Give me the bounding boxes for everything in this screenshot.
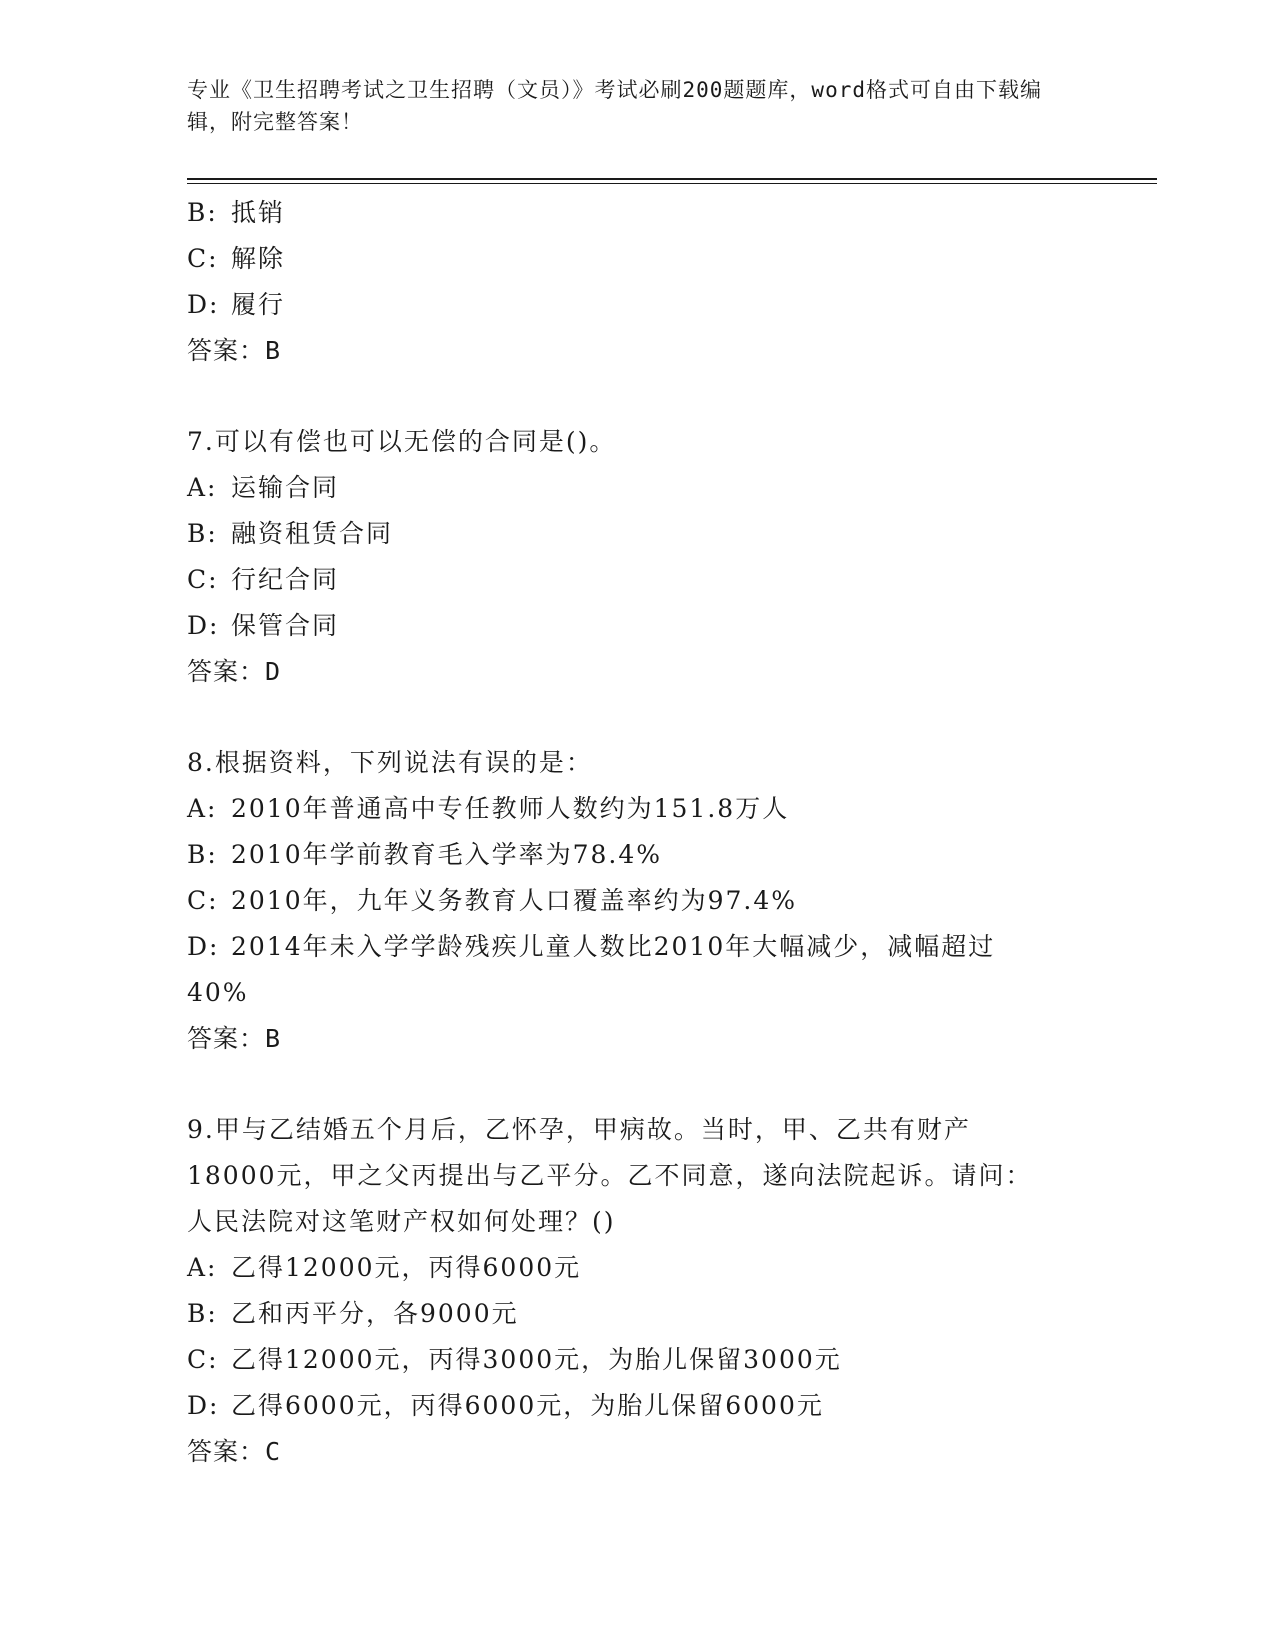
option-text: 2010年普通高中专任教师人数约为151.8万人	[231, 794, 790, 823]
answer-line: 答案：C	[187, 1437, 282, 1466]
question-9	[187, 1107, 1067, 1475]
option-c	[187, 878, 1067, 924]
question-8	[187, 740, 1067, 1062]
option-text: 行纪合同	[231, 565, 340, 594]
question-stem: 7.可以有偿也可以无偿的合同是()。	[187, 427, 617, 456]
question-stem: 9.甲与乙结婚五个月后，乙怀孕，甲病故。当时，甲、乙共有财产18000元，甲之父丙提出与乙平分。乙不同意，遂向法院起诉。请问：人民法院对这笔财产权如何处理？()	[187, 1115, 1033, 1236]
option-letter: D:	[187, 611, 220, 640]
answer-line: 答案：B	[187, 1024, 282, 1053]
spacer	[187, 695, 1067, 740]
option-letter: C:	[187, 1345, 219, 1374]
question-7	[187, 419, 1067, 695]
option-letter: B:	[187, 840, 218, 869]
option-b	[187, 1291, 1067, 1337]
option-letter: C:	[187, 886, 219, 915]
document-body	[187, 190, 1067, 1475]
spacer	[187, 1062, 1067, 1107]
header-divider-thick	[187, 178, 1157, 180]
option-text: 2010年学前教育毛入学率为78.4%	[231, 840, 663, 869]
option-letter: A:	[187, 794, 218, 823]
question-6-tail	[187, 190, 1067, 374]
option-b	[187, 511, 1067, 557]
option-letter: B:	[187, 519, 218, 548]
option-text: 履行	[231, 290, 286, 319]
option-text: 2010年，九年义务教育人口覆盖率约为97.4%	[231, 886, 798, 915]
option-d	[187, 603, 1067, 649]
option-a	[187, 465, 1067, 511]
option-text: 2014年未入学学龄残疾儿童人数比2010年大幅减少，减幅超过40%	[187, 932, 996, 1007]
option-c	[187, 236, 1067, 282]
spacer	[187, 374, 1067, 419]
option-d	[187, 924, 1047, 1016]
answer-line: 答案：B	[187, 336, 282, 365]
option-text: 乙和丙平分，各9000元	[231, 1299, 519, 1328]
header-divider-thin	[187, 183, 1157, 184]
answer-line: 答案：D	[187, 657, 282, 686]
document-header: 专业《卫生招聘考试之卫生招聘（文员）》考试必刷200题题库，word格式可自由下载编辑，附完整答案！	[187, 78, 1042, 134]
option-text: 乙得6000元，丙得6000元，为胎儿保留6000元	[231, 1391, 824, 1420]
option-letter: D:	[187, 932, 220, 961]
option-letter: B:	[187, 1299, 218, 1328]
option-letter: D:	[187, 1391, 220, 1420]
option-text: 乙得12000元，丙得6000元	[231, 1253, 582, 1282]
option-b	[187, 832, 1067, 878]
option-c	[187, 1337, 1067, 1383]
option-letter: A:	[187, 473, 218, 502]
option-c	[187, 557, 1067, 603]
option-text: 乙得12000元，丙得3000元，为胎儿保留3000元	[231, 1345, 842, 1374]
option-d	[187, 1383, 1067, 1429]
option-b	[187, 190, 1067, 236]
option-letter: A:	[187, 1253, 218, 1282]
option-text: 运输合同	[231, 473, 340, 502]
option-a	[187, 1245, 1067, 1291]
option-letter: C:	[187, 244, 219, 273]
option-text: 保管合同	[231, 611, 340, 640]
option-letter: D:	[187, 290, 220, 319]
option-letter: B:	[187, 198, 218, 227]
option-text: 解除	[231, 244, 286, 273]
option-d	[187, 282, 1067, 328]
option-text: 抵销	[231, 198, 286, 227]
option-a	[187, 786, 1067, 832]
question-stem: 8.根据资料，下列说法有误的是：	[187, 748, 593, 777]
option-text: 融资租赁合同	[231, 519, 394, 548]
option-letter: C:	[187, 565, 219, 594]
